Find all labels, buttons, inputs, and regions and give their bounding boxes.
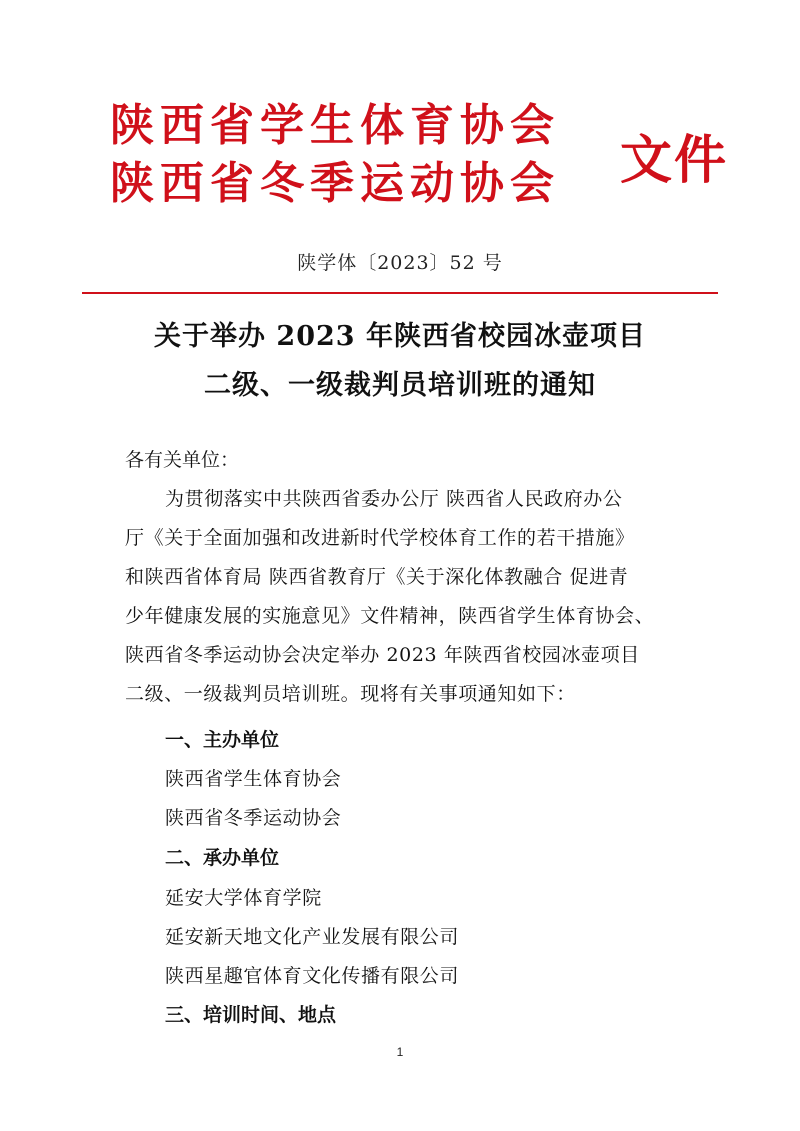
paragraph-line: 二级、一级裁判员培训班。现将有关事项通知如下： [125, 683, 576, 705]
intro-paragraph [125, 480, 685, 714]
document-number: 陕学体〔2023〕52 号 [297, 252, 503, 274]
paragraph-line: 和陕西省体育局 陕西省教育厅《关于深化体教融合 促进青 [125, 566, 629, 588]
issuing-org-1: 陕西省学生体育协会 [110, 100, 560, 151]
document-header [110, 92, 730, 222]
red-divider-line [82, 292, 718, 294]
list-item: 延安大学体育学院 [165, 887, 322, 909]
document-title-line-2: 二级、一级裁判员培训班的通知 [204, 370, 596, 401]
section-heading-hosts: 二、承办单位 [165, 847, 280, 869]
paragraph-line: 为贯彻落实中共陕西省委办公厅 陕西省人民政府办公 [165, 488, 623, 510]
section-heading-time-place: 三、培训时间、地点 [165, 1004, 337, 1026]
issuing-org-2: 陕西省冬季运动协会 [110, 158, 560, 209]
document-type-label: 文件 [620, 130, 729, 191]
list-item: 陕西星趣官体育文化传播有限公司 [165, 965, 460, 987]
document-title-line-1: 关于举办 2023 年陕西省校园冰壶项目 [154, 321, 646, 352]
page-number: 1 [396, 1045, 404, 1059]
paragraph-line: 陕西省冬季运动协会决定举办 2023 年陕西省校园冰壶项目 [125, 644, 640, 666]
section-heading-organizers: 一、主办单位 [165, 729, 280, 751]
paragraph-line: 厅《关于全面加强和改进新时代学校体育工作的若干措施》 [125, 527, 635, 549]
list-item: 延安新天地文化产业发展有限公司 [165, 926, 460, 948]
paragraph-line: 少年健康发展的实施意见》文件精神，陕西省学生体育协会、 [125, 605, 655, 627]
list-item: 陕西省冬季运动协会 [165, 807, 342, 829]
salutation: 各有关单位： [125, 449, 240, 471]
list-item: 陕西省学生体育协会 [165, 768, 342, 790]
